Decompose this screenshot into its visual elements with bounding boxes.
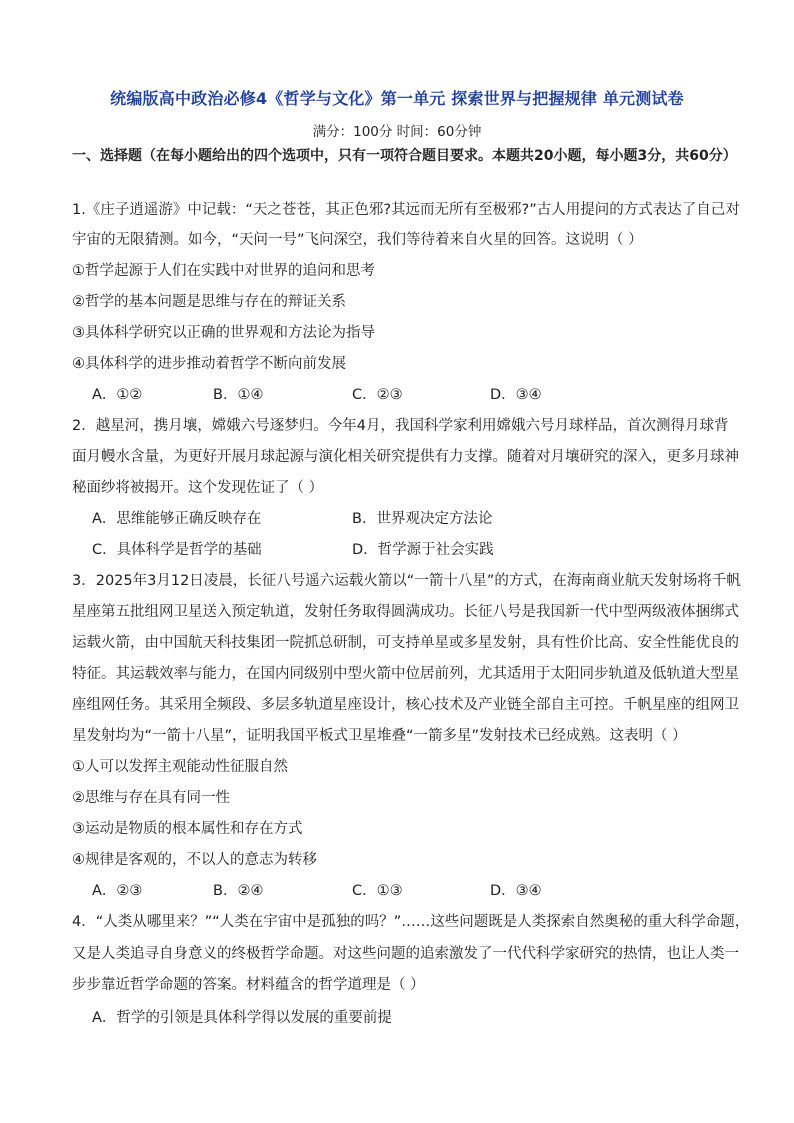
q1-statement: ③具体科学研究以正确的世界观和方法论为指导 (72, 325, 375, 341)
q3-stem-line: 座组网任务。其采用全频段、多层多轨道星座设计，核心技术及产业链全部自主可控。千帆星座的组网卫 (72, 697, 739, 713)
q1-option-c[interactable]: C．②③ (352, 387, 403, 403)
q3-statement: ①人可以发挥主观能动性征服自然 (72, 759, 288, 775)
q3-option-b[interactable]: B．②④ (213, 883, 264, 899)
q3-statement: ④规律是客观的，不以人的意志为转移 (72, 852, 317, 868)
q2-option-c[interactable]: C．具体科学是哲学的基础 (92, 542, 262, 558)
q2-stem-line: 秘面纱将被揭开。这个发现佐证了（ ） (72, 480, 324, 496)
q1-statement: ④具体科学的进步推动着哲学不断向前发展 (72, 356, 346, 372)
q3-option-c[interactable]: C．①③ (352, 883, 403, 899)
exam-title: 统编版高中政治必修4《哲学与文化》第一单元 探索世界与把握规律 单元测试卷 (110, 89, 684, 108)
q3-stem-line: 运载火箭，由中国航天科技集团一院抓总研制，可支持单星或多星发射，具有性价比高、安全性能优良的 (72, 635, 739, 651)
q1-option-a[interactable]: A．①② (92, 387, 143, 403)
q4-stem-line: 步步靠近哲学命题的答案。材料蕴含的哲学道理是（ ） (72, 977, 425, 993)
q1-stem-line: 1.《庄子逍遥游》中记载：“天之苍苍，其正色邪?其远而无所有至极邪?”古人用提问的方式表达了自己对 (72, 202, 740, 218)
q1-stem-line: 宇宙的无限猜测。如今，“天问一号”飞问深空，我们等待着来自火星的回答。这说明（ ） (72, 232, 643, 248)
q3-statement: ③运动是物质的根本属性和存在方式 (72, 821, 303, 837)
q2-option-a[interactable]: A．思维能够正确反映存在 (92, 511, 262, 527)
q1-statement: ①哲学起源于人们在实践中对世界的追问和思考 (72, 263, 375, 279)
q2-option-b[interactable]: B．世界观决定方法论 (352, 511, 493, 527)
q2-stem-line: 2．越星河，携月壤，嫦娥六号逐梦归。今年4月，我国科学家利用嫦娥六号月球样品，首次测得月球背 (72, 418, 729, 434)
q4-stem-line: 又是人类追寻自身意义的终极哲学命题。对这些问题的追索激发了一代代科学家研究的热情，也让人类一 (72, 946, 739, 962)
q3-stem-line: 3．2025年3月12日凌晨，长征八号遥六运载火箭以“一箭十八星”的方式，在海南商业航天发射场将千帆 (72, 573, 741, 589)
q3-stem-line: 星座第五批组网卫星送入预定轨道，发射任务取得圆满成功。长征八号是我国新一代中型两级液体捆绑式 (72, 604, 739, 620)
q3-stem-line: 星发射均为“一箭十八星”，证明我国平板式卫星堆叠“一箭多星”发射技术已经成熟。这表明（ ） (72, 728, 687, 744)
q2-option-d[interactable]: D．哲学源于社会实践 (352, 542, 494, 558)
q3-statement: ②思维与存在具有同一性 (72, 790, 230, 806)
q1-statement: ②哲学的基本问题是思维与存在的辩证关系 (72, 294, 346, 310)
exam-subtitle: 满分：100分 时间：60分钟 (312, 124, 482, 140)
q3-option-d[interactable]: D．③④ (490, 883, 542, 899)
q3-option-a[interactable]: A．②③ (92, 883, 143, 899)
q1-option-b[interactable]: B．①④ (213, 387, 264, 403)
q3-stem-line: 特征。其运载效率与能力，在国内同级别中型火箭中位居前列，尤其适用于太阳同步轨道及低轨道大型星 (72, 666, 739, 682)
q4-option-a[interactable]: A．哲学的引领是具体科学得以发展的重要前提 (92, 1010, 392, 1026)
section-heading: 一、选择题（在每小题给出的四个选项中，只有一项符合题目要求。本题共20小题，每小题3分，共60分） (72, 148, 737, 164)
q4-stem-line: 4．“人类从哪里来？”“人类在宇宙中是孤独的吗？”……这些问题既是人类探索自然奥秘的重大科学命题， (72, 914, 750, 930)
q2-stem-line: 面月幔水含量，为更好开展月球起源与演化相关研究提供有力支撑。随着对月壤研究的深入，更多月球神 (72, 449, 739, 465)
q1-option-d[interactable]: D．③④ (490, 387, 542, 403)
